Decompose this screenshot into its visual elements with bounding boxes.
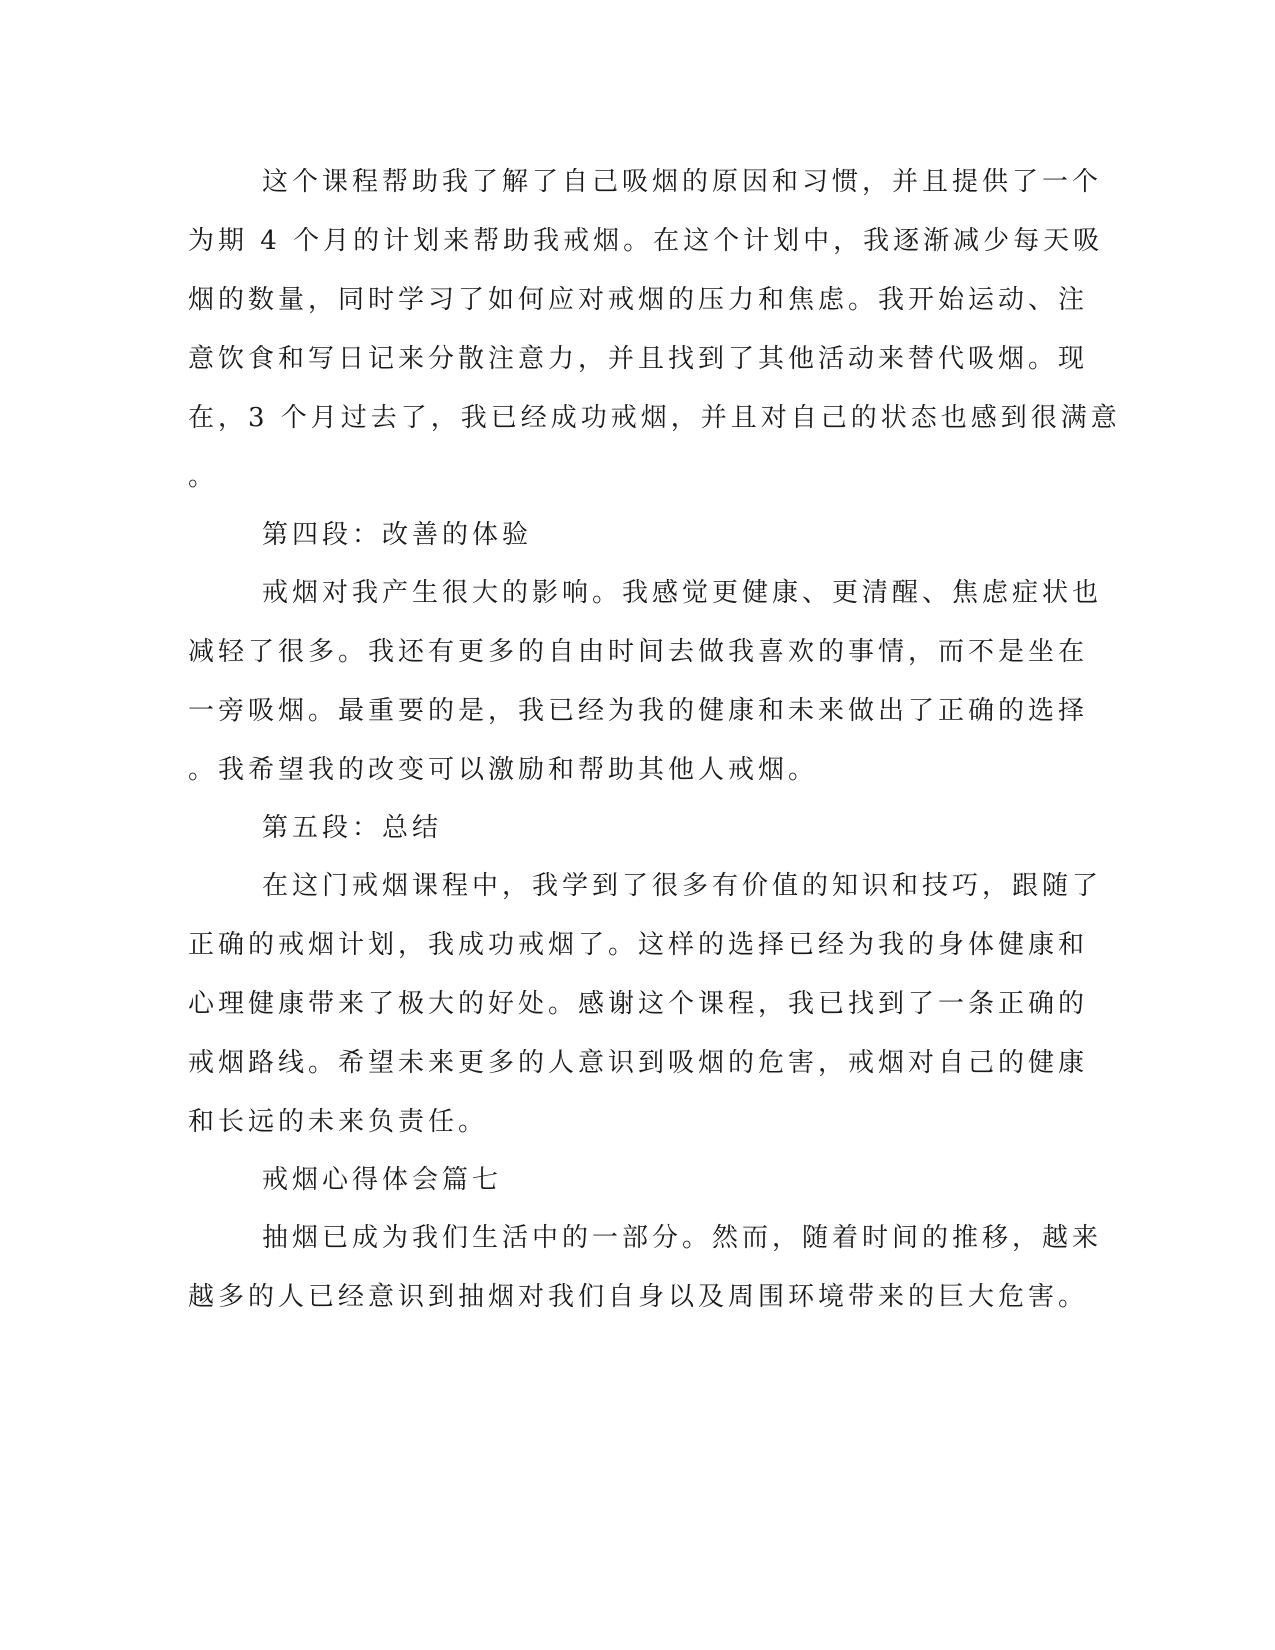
paragraph-line: 烟的数量，同时学习了如何应对戒烟的压力和焦虑。我开始运动、注	[188, 285, 1089, 315]
paragraph-line: 。我希望我的改变可以激励和帮助其他人戒烟。	[188, 755, 819, 785]
paragraph-line: 这个课程帮助我了解了自己吸烟的原因和习惯，并且提供了一个	[262, 167, 1103, 197]
paragraph-line: 戒烟路线。希望未来更多的人意识到吸烟的危害，戒烟对自己的健康	[188, 1048, 1089, 1078]
paragraph-line: 减轻了很多。我还有更多的自由时间去做我喜欢的事情，而不是坐在	[188, 637, 1089, 667]
paragraph-line: 意饮食和写日记来分散注意力，并且找到了其他活动来替代吸烟。现	[188, 344, 1089, 374]
paragraph-line: 。	[188, 462, 219, 492]
paragraph-line: 越多的人已经意识到抽烟对我们自身以及周围环境带来的巨大危害。	[188, 1282, 1089, 1312]
section-heading: 戒烟心得体会篇七	[262, 1165, 503, 1195]
section-heading: 第四段：改善的体验	[262, 520, 533, 550]
paragraph-line: 抽烟已成为我们生活中的一部分。然而，随着时间的推移，越来	[262, 1223, 1103, 1253]
paragraph-line: 一旁吸烟。最重要的是，我已经为我的健康和未来做出了正确的选择	[188, 696, 1089, 726]
section-heading: 第五段：总结	[262, 813, 443, 843]
paragraph-line: 在这门戒烟课程中，我学到了很多有价值的知识和技巧，跟随了	[262, 871, 1103, 901]
paragraph-line: 戒烟对我产生很大的影响。我感觉更健康、更清醒、焦虑症状也	[262, 578, 1103, 608]
paragraph-line: 在，3 个月过去了，我已经成功戒烟，并且对自己的状态也感到很满意	[188, 403, 1121, 433]
paragraph-line: 正确的戒烟计划，我成功戒烟了。这样的选择已经为我的身体健康和	[188, 930, 1089, 960]
paragraph-line: 和长远的未来负责任。	[188, 1107, 489, 1137]
paragraph-line: 心理健康带来了极大的好处。感谢这个课程，我已找到了一条正确的	[188, 989, 1089, 1019]
paragraph-line: 为期 4 个月的计划来帮助我戒烟。在这个计划中，我逐渐减少每天吸	[188, 226, 1104, 256]
